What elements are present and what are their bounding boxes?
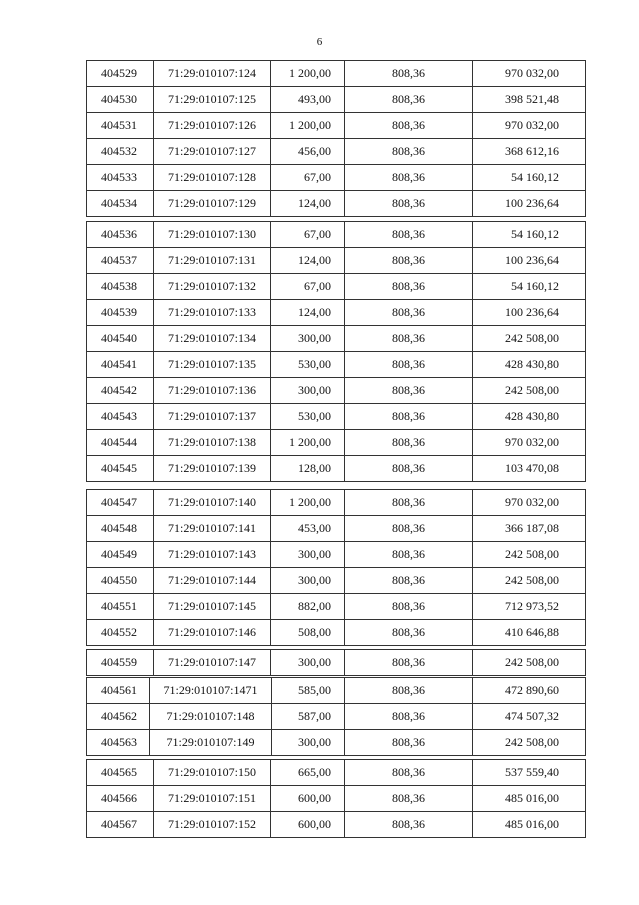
- area-value: 882,00: [271, 594, 345, 620]
- sum-value: 474 507,32: [473, 704, 586, 730]
- sum-value: 242 508,00: [473, 326, 586, 352]
- cadastral-number: 71:29:010107:141: [154, 516, 271, 542]
- sum-value: 54 160,12: [473, 165, 586, 191]
- cadastral-number: 71:29:010107:143: [154, 542, 271, 568]
- row-code: 404567: [87, 812, 154, 838]
- row-code: 404544: [87, 430, 154, 456]
- row-code: 404565: [87, 760, 154, 786]
- table-row: [87, 516, 586, 542]
- area-value: 493,00: [271, 87, 345, 113]
- area-value: 1 200,00: [271, 430, 345, 456]
- cadastral-number: 71:29:010107:133: [154, 300, 271, 326]
- page-number: 6: [316, 36, 323, 48]
- table-row: [87, 678, 586, 704]
- table-row: [87, 456, 586, 482]
- rate-value: 808,36: [345, 568, 473, 594]
- rate-value: 808,36: [345, 760, 473, 786]
- row-code: 404552: [87, 620, 154, 646]
- sum-value: 54 160,12: [473, 274, 586, 300]
- table-row: [87, 113, 586, 139]
- sum-value: 485 016,00: [473, 786, 586, 812]
- table-row: [87, 300, 586, 326]
- cadastral-number: 71:29:010107:138: [154, 430, 271, 456]
- sum-value: 712 973,52: [473, 594, 586, 620]
- rate-value: 808,36: [345, 352, 473, 378]
- rate-value: 808,36: [345, 812, 473, 838]
- table-row: [87, 568, 586, 594]
- sum-value: 410 646,88: [473, 620, 586, 646]
- area-value: 67,00: [271, 274, 345, 300]
- rate-value: 808,36: [345, 113, 473, 139]
- rate-value: 808,36: [345, 404, 473, 430]
- land-table-block-3: [86, 489, 586, 646]
- row-code: 404559: [87, 650, 154, 676]
- sum-value: 100 236,64: [473, 191, 586, 217]
- cadastral-number: 71:29:010107:1471: [150, 678, 272, 704]
- cadastral-number: 71:29:010107:140: [154, 490, 271, 516]
- area-value: 67,00: [271, 222, 345, 248]
- row-code: 404532: [87, 139, 154, 165]
- table-row: [87, 760, 586, 786]
- sum-value: 970 032,00: [473, 490, 586, 516]
- row-code: 404548: [87, 516, 154, 542]
- row-code: 404542: [87, 378, 154, 404]
- cadastral-number: 71:29:010107:151: [154, 786, 271, 812]
- sum-value: 428 430,80: [473, 404, 586, 430]
- row-code: 404549: [87, 542, 154, 568]
- cadastral-number: 71:29:010107:146: [154, 620, 271, 646]
- row-code: 404537: [87, 248, 154, 274]
- area-value: 1 200,00: [271, 490, 345, 516]
- row-code: 404551: [87, 594, 154, 620]
- area-value: 1 200,00: [271, 113, 345, 139]
- sum-value: 366 187,08: [473, 516, 586, 542]
- table-row: [87, 430, 586, 456]
- rate-value: 808,36: [345, 430, 473, 456]
- area-value: 300,00: [271, 568, 345, 594]
- table-row: [87, 61, 586, 87]
- rate-value: 808,36: [345, 165, 473, 191]
- rate-value: 808,36: [345, 87, 473, 113]
- area-value: 508,00: [271, 620, 345, 646]
- area-value: 67,00: [271, 165, 345, 191]
- row-code: 404566: [87, 786, 154, 812]
- cadastral-number: 71:29:010107:147: [154, 650, 271, 676]
- sum-value: 398 521,48: [473, 87, 586, 113]
- area-value: 300,00: [271, 326, 345, 352]
- area-value: 300,00: [271, 378, 345, 404]
- cadastral-number: 71:29:010107:149: [150, 730, 272, 756]
- sum-value: 537 559,40: [473, 760, 586, 786]
- rate-value: 808,36: [345, 248, 473, 274]
- cadastral-number: 71:29:010107:136: [154, 378, 271, 404]
- rate-value: 808,36: [345, 274, 473, 300]
- table-row: [87, 326, 586, 352]
- table-row: [87, 730, 586, 756]
- rate-value: 808,36: [345, 300, 473, 326]
- sum-value: 242 508,00: [473, 378, 586, 404]
- row-code: 404539: [87, 300, 154, 326]
- cadastral-number: 71:29:010107:150: [154, 760, 271, 786]
- row-code: 404543: [87, 404, 154, 430]
- sum-value: 242 508,00: [473, 568, 586, 594]
- rate-value: 808,36: [345, 620, 473, 646]
- row-code: 404533: [87, 165, 154, 191]
- table-row: [87, 87, 586, 113]
- cadastral-number: 71:29:010107:132: [154, 274, 271, 300]
- sum-value: 368 612,16: [473, 139, 586, 165]
- row-code: 404531: [87, 113, 154, 139]
- row-code: 404540: [87, 326, 154, 352]
- cadastral-number: 71:29:010107:126: [154, 113, 271, 139]
- table-row: [87, 542, 586, 568]
- rate-value: 808,36: [345, 456, 473, 482]
- area-value: 530,00: [271, 404, 345, 430]
- row-code: 404550: [87, 568, 154, 594]
- table-row: [87, 378, 586, 404]
- rate-value: 808,36: [345, 490, 473, 516]
- rate-value: 808,36: [345, 704, 473, 730]
- sum-value: 428 430,80: [473, 352, 586, 378]
- sum-value: 970 032,00: [473, 113, 586, 139]
- rate-value: 808,36: [345, 61, 473, 87]
- row-code: 404530: [87, 87, 154, 113]
- sum-value: 103 470,08: [473, 456, 586, 482]
- rate-value: 808,36: [345, 516, 473, 542]
- cadastral-number: 71:29:010107:130: [154, 222, 271, 248]
- table-row: [87, 404, 586, 430]
- cadastral-number: 71:29:010107:148: [150, 704, 272, 730]
- area-value: 530,00: [271, 352, 345, 378]
- sum-value: 970 032,00: [473, 430, 586, 456]
- rate-value: 808,36: [345, 678, 473, 704]
- rate-value: 808,36: [345, 139, 473, 165]
- area-value: 600,00: [271, 812, 345, 838]
- area-value: 587,00: [272, 704, 345, 730]
- table-row: [87, 274, 586, 300]
- row-code: 404538: [87, 274, 154, 300]
- rate-value: 808,36: [345, 222, 473, 248]
- area-value: 300,00: [271, 650, 345, 676]
- area-value: 1 200,00: [271, 61, 345, 87]
- table-row: [87, 620, 586, 646]
- row-code: 404563: [87, 730, 150, 756]
- sum-value: 485 016,00: [473, 812, 586, 838]
- rate-value: 808,36: [345, 730, 473, 756]
- cadastral-number: 71:29:010107:145: [154, 594, 271, 620]
- row-code: 404547: [87, 490, 154, 516]
- table-row: [87, 352, 586, 378]
- row-code: 404562: [87, 704, 150, 730]
- area-value: 665,00: [271, 760, 345, 786]
- cadastral-number: 71:29:010107:131: [154, 248, 271, 274]
- row-code: 404561: [87, 678, 150, 704]
- area-value: 300,00: [272, 730, 345, 756]
- land-table-block-6: [86, 759, 586, 838]
- land-table-block-5: [86, 677, 586, 756]
- cadastral-number: 71:29:010107:124: [154, 61, 271, 87]
- table-row: [87, 222, 586, 248]
- table-row: [87, 786, 586, 812]
- cadastral-number: 71:29:010107:144: [154, 568, 271, 594]
- area-value: 128,00: [271, 456, 345, 482]
- cadastral-number: 71:29:010107:128: [154, 165, 271, 191]
- area-value: 124,00: [271, 248, 345, 274]
- sum-value: 54 160,12: [473, 222, 586, 248]
- cadastral-number: 71:29:010107:134: [154, 326, 271, 352]
- table-row: [87, 650, 586, 676]
- rate-value: 808,36: [345, 378, 473, 404]
- sum-value: 970 032,00: [473, 61, 586, 87]
- row-code: 404545: [87, 456, 154, 482]
- table-row: [87, 594, 586, 620]
- cadastral-number: 71:29:010107:135: [154, 352, 271, 378]
- table-row: [87, 704, 586, 730]
- table-row: [87, 165, 586, 191]
- cadastral-number: 71:29:010107:137: [154, 404, 271, 430]
- sum-value: 100 236,64: [473, 300, 586, 326]
- sum-value: 472 890,60: [473, 678, 586, 704]
- cadastral-number: 71:29:010107:152: [154, 812, 271, 838]
- table-row: [87, 490, 586, 516]
- cadastral-number: 71:29:010107:129: [154, 191, 271, 217]
- land-table-block-4: [86, 649, 586, 676]
- cadastral-number: 71:29:010107:127: [154, 139, 271, 165]
- area-value: 124,00: [271, 191, 345, 217]
- table-row: [87, 812, 586, 838]
- row-code: 404529: [87, 61, 154, 87]
- sum-value: 242 508,00: [473, 542, 586, 568]
- rate-value: 808,36: [345, 650, 473, 676]
- area-value: 300,00: [271, 542, 345, 568]
- table-row: [87, 191, 586, 217]
- row-code: 404534: [87, 191, 154, 217]
- rate-value: 808,36: [345, 326, 473, 352]
- rate-value: 808,36: [345, 786, 473, 812]
- table-row: [87, 248, 586, 274]
- area-value: 600,00: [271, 786, 345, 812]
- row-code: 404541: [87, 352, 154, 378]
- sum-value: 100 236,64: [473, 248, 586, 274]
- cadastral-number: 71:29:010107:139: [154, 456, 271, 482]
- area-value: 585,00: [272, 678, 345, 704]
- land-table-block-1: [86, 60, 586, 217]
- sum-value: 242 508,00: [473, 730, 586, 756]
- sum-value: 242 508,00: [473, 650, 586, 676]
- cadastral-number: 71:29:010107:125: [154, 87, 271, 113]
- row-code: 404536: [87, 222, 154, 248]
- land-table-block-2: [86, 221, 586, 482]
- area-value: 456,00: [271, 139, 345, 165]
- area-value: 124,00: [271, 300, 345, 326]
- table-row: [87, 139, 586, 165]
- rate-value: 808,36: [345, 594, 473, 620]
- area-value: 453,00: [271, 516, 345, 542]
- rate-value: 808,36: [345, 191, 473, 217]
- rate-value: 808,36: [345, 542, 473, 568]
